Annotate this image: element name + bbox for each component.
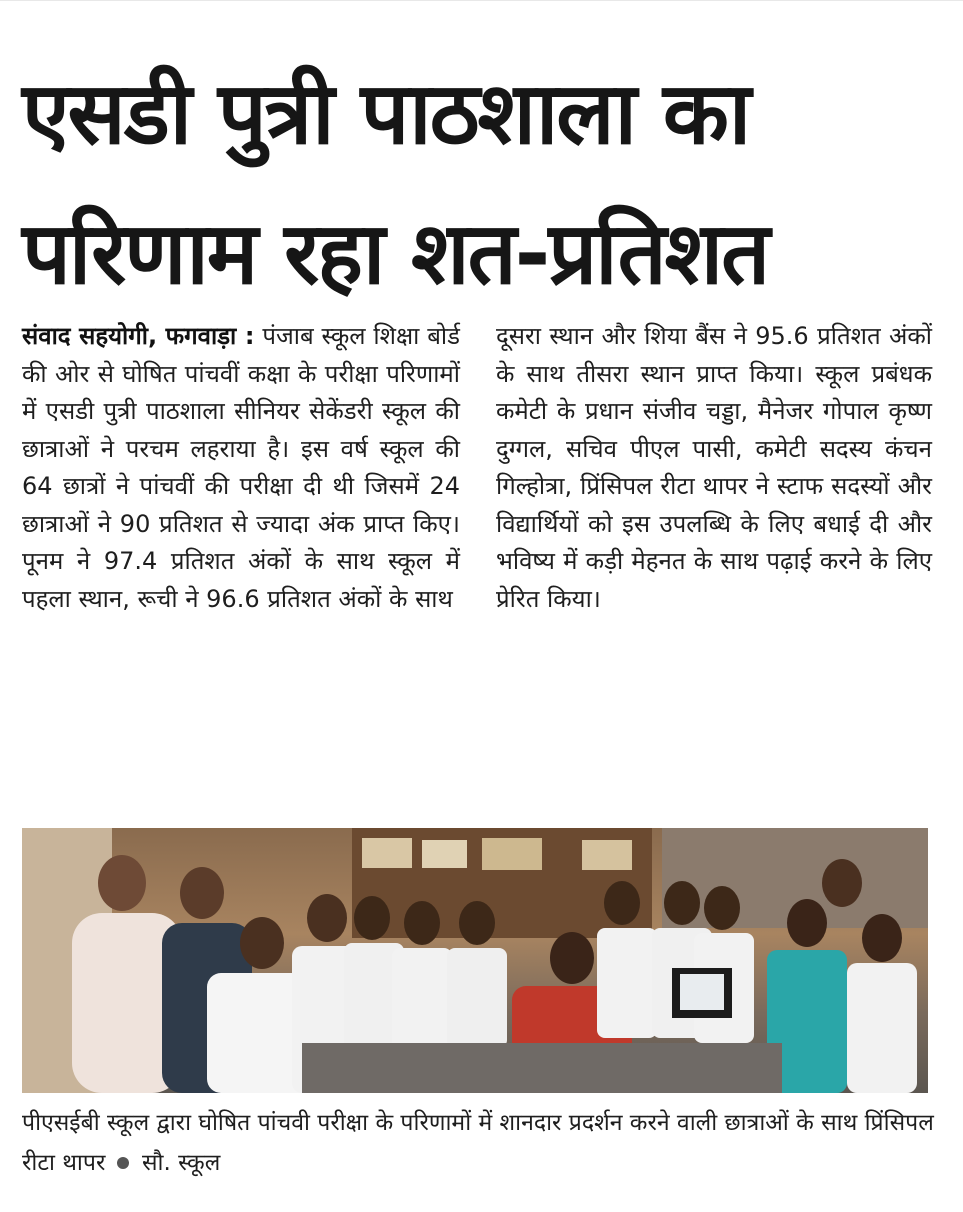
bullet-icon bbox=[117, 1157, 129, 1169]
photo-monitor-screen bbox=[680, 974, 724, 1010]
photo-illustration bbox=[22, 828, 928, 1093]
caption-credit: सौ. स्कूल bbox=[141, 1150, 221, 1176]
photo-trophy bbox=[582, 840, 632, 870]
photo-desk bbox=[302, 1043, 782, 1093]
photo-trophy bbox=[482, 838, 542, 870]
headline-line-2: परिणाम रहा शत-प्रतिशत bbox=[22, 204, 769, 304]
dateline: संवाद सहयोगी, फगवाड़ा : bbox=[22, 322, 255, 350]
headline bbox=[22, 44, 942, 324]
caption-text: पीएसईबी स्कूल द्वारा घोषित पांचवी परीक्षा के परिणामों में शानदार प्रदर्शन करने वाली छात्राओं के साथ प्रिंसिपल रीटा थापर bbox=[22, 1110, 934, 1176]
photo-caption bbox=[22, 1103, 942, 1183]
article-text-left: पंजाब स्कूल शिक्षा बोर्ड की ओर से घोषित पांचवीं कक्षा के परीक्षा परिणामों में एसडी पुत्री पाठशाला सीनियर सेकेंडरी स्कूल की छात्राओं ने परचम लहराया है। इस वर्ष स्कूल की 64 छात्रों ने पांचवीं की परीक्षा दी थी जिसमें 24 छात्राओं ने 90 प्रतिशत से ज्यादा अंक प्राप्त किए। पूनम ने 97.4 प्रतिशत अंकों के साथ स्कूल में पहला स्थान, रूची ने 96.6 प्रतिशत अंकों के साथ bbox=[22, 322, 460, 613]
news-photo bbox=[22, 828, 928, 1093]
article-text-right: दूसरा स्थान और शिया बैंस ने 95.6 प्रतिशत अंकों के साथ तीसरा स्थान प्राप्त किया। स्कूल प्रबंधक कमेटी के प्रधान संजीव चड्डा, मैनेजर गोपाल कृष्ण दुग्गल, सचिव पीएल पासी, कमेटी सदस्य कंचन गिल्होत्रा, प्रिंसिपल रीटा थापर ने स्टाफ सदस्यों और विद्यार्थियों को इस उपलब्धि के लिए बधाई दी और भविष्य में कड़ी मेहनत के साथ पढ़ाई करने के लिए प्रेरित किया। bbox=[496, 322, 932, 613]
article-column-left bbox=[22, 318, 460, 618]
photo-trophy bbox=[362, 838, 412, 868]
photo-trophy bbox=[422, 840, 467, 868]
headline-line-1: एसडी पुत्री पाठशाला का bbox=[22, 64, 750, 164]
article-column-right bbox=[496, 318, 932, 618]
page-top-rule bbox=[0, 0, 963, 1]
